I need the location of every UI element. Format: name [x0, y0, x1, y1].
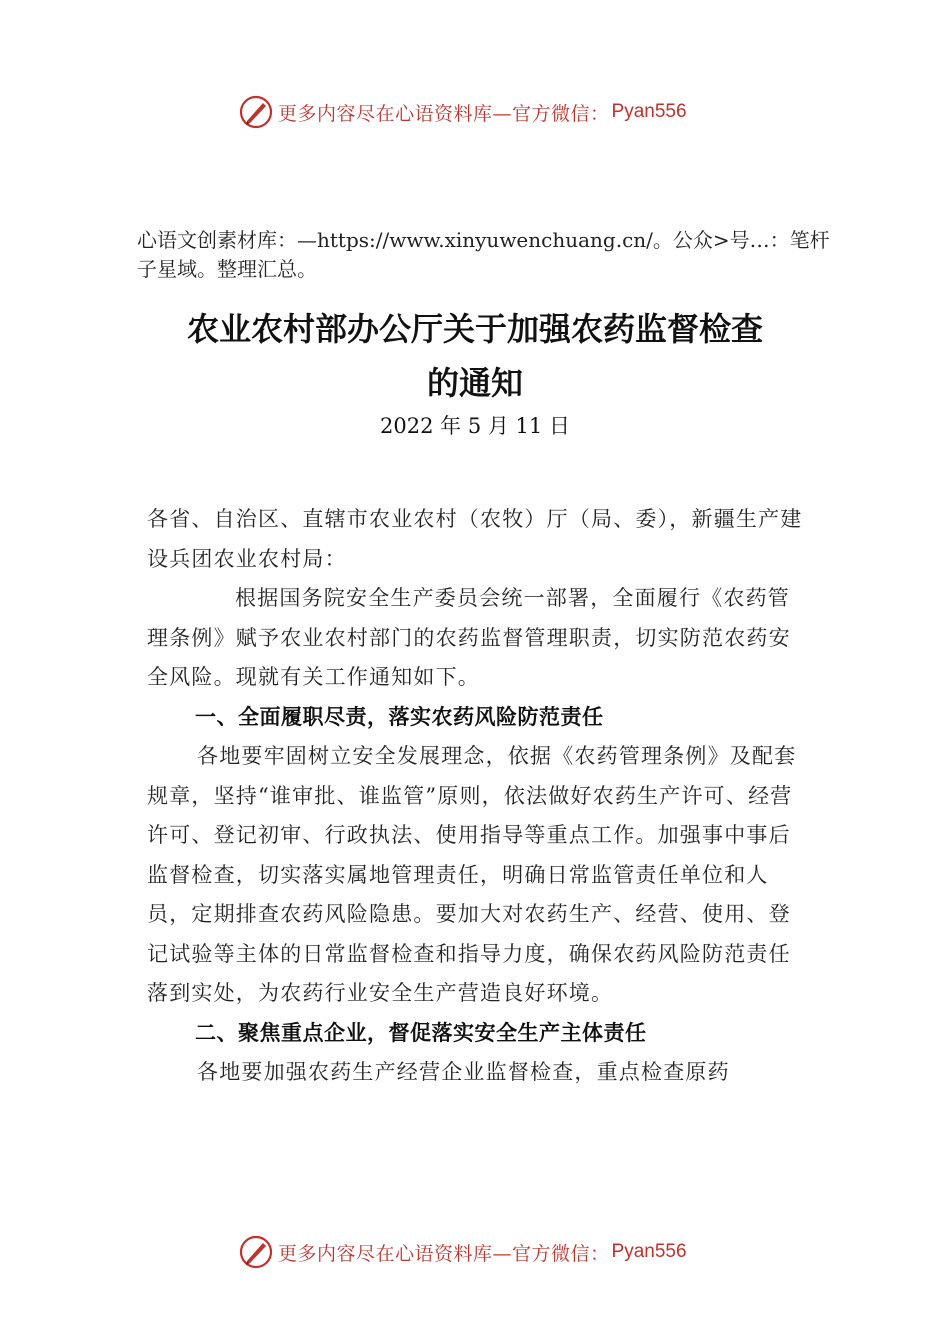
banner-text: 更多内容尽在心语资料库—官方微信：: [278, 1242, 610, 1265]
footer-banner: [0, 1232, 950, 1272]
title-line-2: 的通知: [426, 364, 523, 402]
pen-logo-icon: [238, 94, 274, 130]
document-date: 2022 年 5 月 11 日: [380, 414, 570, 438]
banner-wechat-id: Pyan556: [611, 101, 687, 122]
title-line-1: 农业农村部办公厅关于加强农药监督检查: [186, 310, 763, 348]
source-note: 心语文创素材库：—https://www.xinyuwenchuang.cn/。公众>号…：笔杆子星域。整理汇总。: [137, 228, 830, 281]
section-2-heading: 二、聚焦重点企业，督促落实安全生产主体责任: [195, 1020, 647, 1045]
section-2-paragraph: 各地要加强农药生产经营企业监督检查，重点检查原药: [197, 1060, 730, 1084]
pen-logo-icon: [238, 1234, 274, 1270]
section-1-paragraph: 各地要牢固树立安全发展理念，依据《农药管理条例》及配套规章，坚持“谁审批、谁监管”原则，依法做好农药生产许可、经营许可、登记初审、行政执法、使用指导等重点工作。加强事中事后监督检查，切实落实属地管理责任，明确日常监管责任单位和人员，定期排查农药风险隐患。要加大对农药生产、经营、使用、登记试验等主体的日常监督检查和指导力度，确保农药风险防范责任落到实处，为农药行业安全生产营造良好环境。: [147, 744, 797, 1005]
intro-paragraph: 根据国务院安全生产委员会统一部署，全面履行《农药管理条例》赋予农业农村部门的农药监督管理职责，切实防范农药安全风险。现就有关工作通知如下。: [147, 586, 791, 689]
banner-text: 更多内容尽在心语资料库—官方微信：: [278, 102, 610, 125]
banner-wechat-id: Pyan556: [611, 1241, 687, 1262]
addressee: 各省、自治区、直辖市农业农村（农牧）厅（局、委），新疆生产建设兵团农业农村局：: [147, 507, 803, 571]
document-title: [100, 302, 850, 410]
header-banner: [0, 92, 950, 132]
section-1-heading: 一、全面履职尽责，落实农药风险防范责任: [195, 704, 604, 729]
document-body: [147, 500, 807, 1093]
